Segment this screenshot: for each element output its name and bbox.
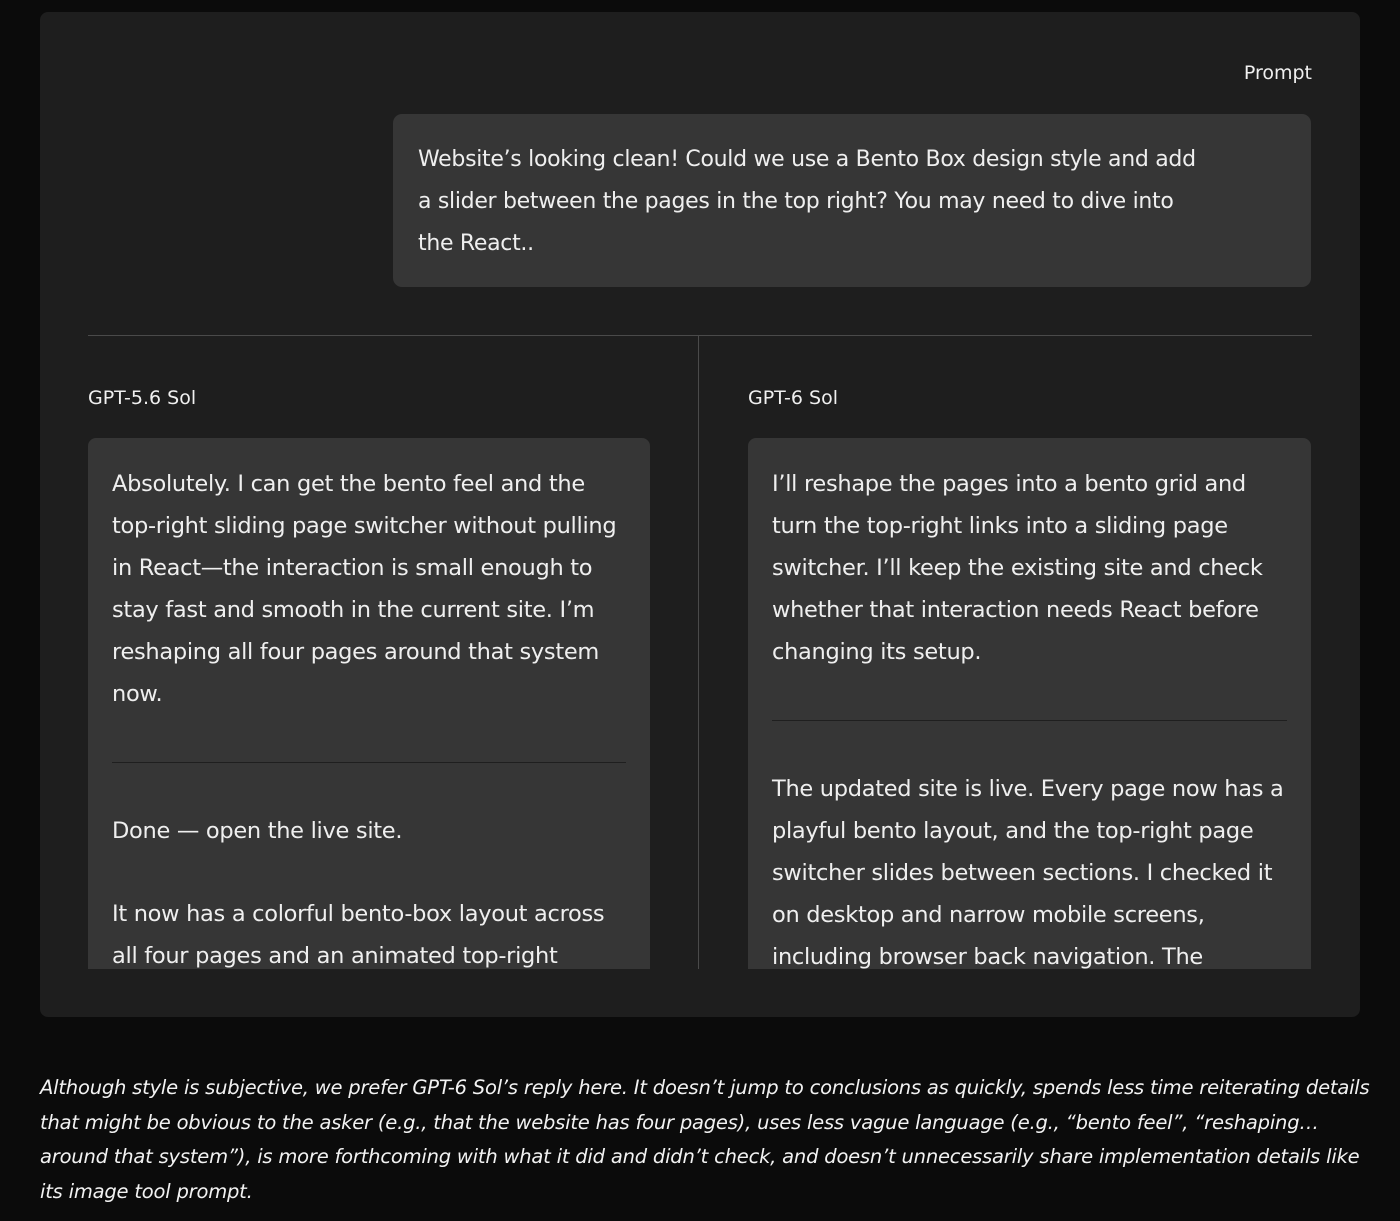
prompt-label: Prompt — [1243, 62, 1312, 84]
horizontal-divider — [88, 335, 1312, 336]
left-reply-card[interactable] — [88, 438, 650, 969]
caption-text: Although style is subjective, we prefer GPT-6 Sol’s reply here. It doesn’t jump to conclusions as quickly, spends less time reiterating details that might be obvious to the asker (e.g., that the website has four pages), uses less vague language (e.g., “bento feel”, “reshaping… around that system”), is more forthcoming with what it did and didn’t check, and doesn’t unnecessarily share implementation details like its image tool prompt. — [40, 1076, 1370, 1203]
left-reply-first-message: Absolutely. I can get the bento feel and the top-right sliding page switcher without pulling in React—the interaction is small enough to stay fast and smooth in the current site. I’m reshaping all four pages around that system now. — [112, 471, 617, 707]
left-reply-second-message-body: It now has a colorful bento-box layout across all four pages and an animated top-right — [112, 901, 605, 969]
prompt-message: Website’s looking clean! Could we use a Bento Box design style and add a slider between the pages in the top right? You may need to dive into the React.. — [393, 114, 1311, 287]
right-reply-separator — [772, 720, 1287, 721]
vertical-divider — [698, 336, 699, 969]
right-reply-card[interactable] — [748, 438, 1311, 969]
left-reply-separator — [112, 762, 626, 763]
comparison-panel — [40, 12, 1360, 1017]
right-model-label: GPT-6 Sol — [748, 387, 838, 409]
right-reply-first-message: I’ll reshape the pages into a bento grid and turn the top-right links into a sliding page switcher. I’ll keep the existing site and check whether that interaction needs React before changing its setup. — [772, 471, 1263, 665]
left-reply-second-message-intro: Done — open the live site. — [112, 818, 403, 844]
right-reply-second-message: The updated site is live. Every page now has a playful bento layout, and the top-right page switcher slides between sections. I checked it on desktop and narrow mobile screens, including browser back navigation. The — [772, 776, 1284, 969]
left-model-label: GPT-5.6 Sol — [88, 387, 197, 409]
